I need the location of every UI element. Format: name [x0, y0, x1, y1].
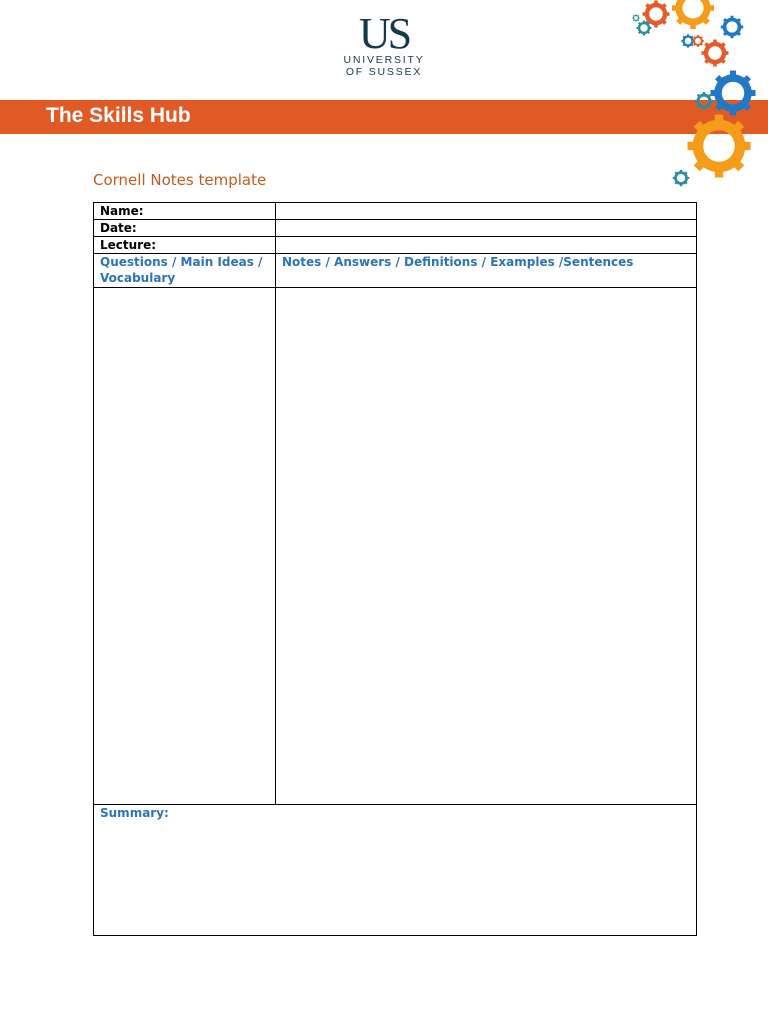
notes-column-header: Notes / Answers / Definitions / Examples /Sentences	[276, 254, 697, 288]
notes-body-row	[94, 288, 697, 805]
date-field[interactable]	[276, 220, 697, 237]
name-label: Name:	[94, 203, 276, 220]
date-label: Date:	[94, 220, 276, 237]
university-logo	[340, 9, 428, 78]
summary-area[interactable]	[94, 805, 697, 936]
lecture-field[interactable]	[276, 237, 697, 254]
cornell-notes-table	[93, 202, 697, 936]
lecture-label: Lecture:	[94, 237, 276, 254]
questions-column-header: Questions / Main Ideas / Vocabulary	[94, 254, 276, 288]
summary-label: Summary:	[100, 806, 169, 820]
notes-area[interactable]	[276, 288, 697, 805]
logo-line-sussex: OF SUSSEX	[345, 66, 423, 78]
logo-line-university: UNIVERSITY	[343, 54, 425, 66]
name-row	[94, 203, 697, 220]
lecture-row	[94, 237, 697, 254]
document-subtitle: Cornell Notes template	[93, 171, 267, 189]
logo-mark: US	[358, 9, 410, 58]
questions-area[interactable]	[94, 288, 276, 805]
name-field[interactable]	[276, 203, 697, 220]
column-header-row	[94, 254, 697, 288]
banner-title: The Skills Hub	[46, 104, 191, 127]
gear-cluster-icon	[628, 0, 768, 195]
summary-row	[94, 805, 697, 936]
date-row	[94, 220, 697, 237]
